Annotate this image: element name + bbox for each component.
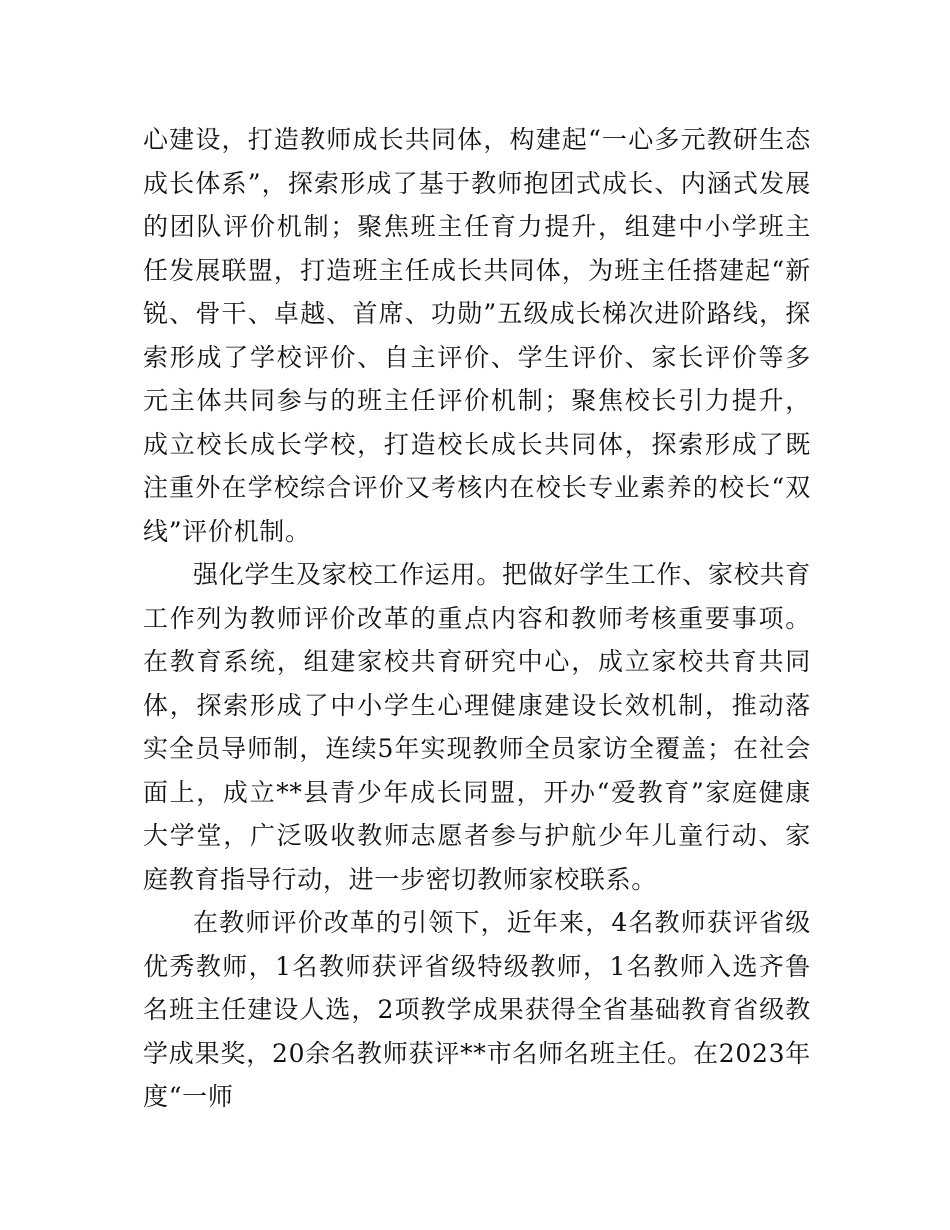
paragraph-achievements: 在教师评价改革的引领下，近年来，4名教师获评省级优秀教师，1名教师获评省级特级教师，1名教师入选齐鲁名班主任建设人选，2项教学成果获得全省基础教育省级教学成果奖，20余名教师获评**市名师名班主任。在2023年度“一师 — [143, 908, 811, 1111]
paragraph-continued: 心建设，打造教师成长共同体，构建起“一心多元教研生态成长体系”，探索形成了基于教师抱团式成长、内涵式发展的团队评价机制；聚焦班主任育力提升，组建中小学班主任发展联盟，打造班主任成长共同体，为班主任搭建起“新锐、骨干、卓越、首席、功勋”五级成长梯次进阶路线，探索形成了学校评价、自主评价、学生评价、家长评价等多元主体共同参与的班主任评价机制；聚焦校长引力提升，成立校长成长学校，打造校长成长共同体，探索形成了既注重外在学校综合评价又考核内在校长专业素养的校长“双线”评价机制。 — [143, 125, 811, 546]
document-body — [143, 118, 811, 1119]
paragraph-student-home-school: 强化学生及家校工作运用。把做好学生工作、家校共育工作列为教师评价改革的重点内容和教师考核重要事项。在教育系统，组建家校共育研究中心，成立家校共育共同体，探索形成了中小学生心理健康建设长效机制，推动落实全员导师制，连续5年实现教师全员家访全覆盖；在社会面上，成立**县青少年成长同盟，开办“爱教育”家庭健康大学堂，广泛吸收教师志愿者参与护航少年儿童行动、家庭教育指导行动，进一步密切教师家校联系。 — [143, 560, 811, 894]
